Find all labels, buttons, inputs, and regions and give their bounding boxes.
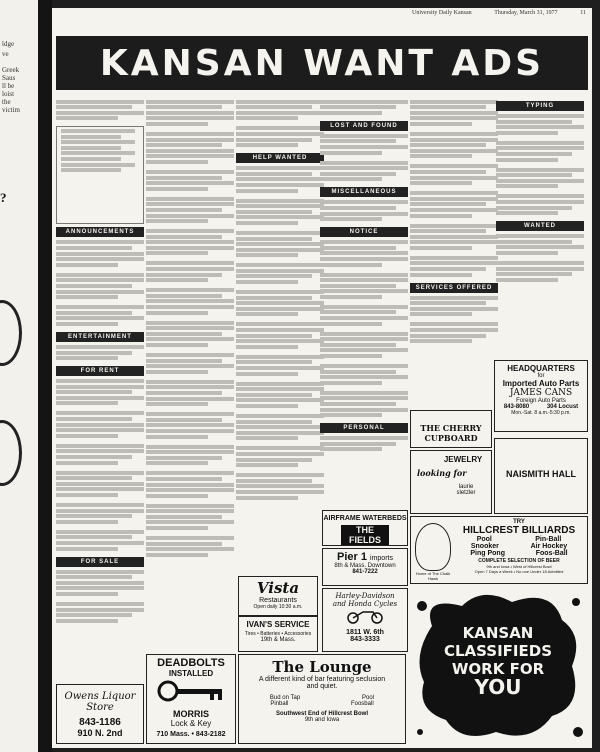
ad-address: 1811 W. 6th bbox=[346, 629, 384, 636]
ad-address: 8th & Mass. Downtown bbox=[334, 563, 396, 569]
ad-phone: 841-7222 bbox=[352, 569, 378, 575]
section-header-personal: PERSONAL bbox=[320, 423, 408, 433]
ad-title: Owens Liquor Store bbox=[64, 691, 136, 713]
ad-line: Imported Auto Parts bbox=[502, 379, 580, 388]
ad-address: 19th & Mass. bbox=[260, 637, 296, 643]
ad-phone: 843-3333 bbox=[350, 636, 380, 643]
section-header-wanted: WANTED bbox=[496, 221, 584, 231]
ad-hours: Open daily 10:30 a.m. bbox=[253, 604, 303, 610]
column-5 bbox=[410, 98, 498, 408]
deadbolts-ad bbox=[146, 654, 236, 744]
ad-title: AIRFRAME WATERBEDS bbox=[323, 515, 407, 522]
column-2 bbox=[146, 98, 234, 648]
ad-subtitle: imports bbox=[370, 555, 393, 562]
page-header bbox=[412, 10, 586, 20]
billiards-feature: Snooker bbox=[470, 543, 499, 550]
section-header-for-rent: FOR RENT bbox=[56, 366, 144, 376]
ad-title: DEADBOLTS bbox=[157, 657, 225, 669]
promo-line: YOU bbox=[474, 675, 522, 699]
column-6 bbox=[496, 98, 584, 360]
section-header-services-offered: SERVICES OFFERED bbox=[410, 283, 498, 293]
newspaper-name: University Daily Kansan bbox=[412, 10, 472, 16]
chalk-hawk-icon bbox=[415, 523, 451, 571]
ad-address: 910 N. 2nd bbox=[77, 728, 123, 738]
want-ads-banner: KANSAN WANT ADS bbox=[56, 36, 588, 90]
ad-subtitle: Tires • Batteries • Accessories bbox=[244, 631, 312, 637]
promo-line: CLASSIFIEDS bbox=[443, 642, 553, 660]
ad-address: Southwest End of Hillcrest Bowl bbox=[275, 711, 368, 717]
ad-subtitle: COMPLETE SELECTION OF BEER bbox=[478, 558, 560, 564]
billiards-feature: Foos-Ball bbox=[535, 550, 568, 557]
ad-hawk: Home of The Chalk Hawk bbox=[415, 571, 451, 581]
fragment-text: victim bbox=[2, 106, 20, 114]
lounge-feature: Pool bbox=[362, 695, 375, 701]
ad-name: laurie bbox=[458, 484, 474, 490]
promo-line: WORK FOR bbox=[451, 660, 545, 678]
section-header-announcements: ANNOUNCEMENTS bbox=[56, 227, 144, 237]
fragment-text: ll be bbox=[2, 82, 15, 90]
fragment-text: ldge bbox=[2, 40, 15, 48]
ad-phone: 843-1186 bbox=[79, 717, 121, 728]
section-header-entertainment: ENTERTAINMENT bbox=[56, 332, 144, 342]
fragment-graphic bbox=[0, 420, 22, 486]
column-1 bbox=[56, 98, 144, 744]
ad-hours: Mon.-Sat. 8 a.m.-5:30 p.m. bbox=[511, 410, 571, 416]
harley-davidson-ad bbox=[322, 588, 408, 652]
vista-ad bbox=[238, 576, 318, 616]
ad-line-2: Foreign Auto Parts bbox=[516, 398, 566, 404]
ad-title: THE CHERRY CUPBOARD bbox=[420, 423, 482, 443]
lounge-feature: Bud on Tap bbox=[269, 695, 301, 701]
ad-shop-name: JAMES CANS bbox=[509, 388, 573, 398]
pier1-imports-ad bbox=[322, 548, 408, 586]
imported-auto-parts-ad bbox=[494, 360, 588, 432]
issue-date: Thursday, March 31, 1977 bbox=[494, 10, 558, 16]
ad-business-name-2: Lock & Key bbox=[170, 719, 212, 728]
section-header-typing: TYPING bbox=[496, 101, 584, 111]
lounge-features-row bbox=[239, 701, 405, 707]
fragment-text: ve bbox=[2, 50, 9, 58]
ad-address: 304 Locust bbox=[546, 404, 579, 410]
owens-liquor-ad bbox=[56, 684, 144, 744]
the-lounge-ad bbox=[238, 654, 406, 744]
ad-subtitle: and Honda Cycles bbox=[332, 600, 398, 608]
section-header-lost-and-found: LOST AND FOUND bbox=[320, 121, 408, 131]
column-3 bbox=[236, 98, 324, 578]
ad-title: HILLCREST BILLIARDS bbox=[462, 525, 576, 536]
ad-address: 710 Mass. • 843-2182 bbox=[156, 731, 226, 738]
ad-subtitle: A different kind of bar featuring seclusion and quiet. bbox=[258, 676, 386, 690]
ad-title: HEADQUARTERS bbox=[507, 364, 575, 373]
binding-gutter bbox=[38, 0, 52, 752]
fragment-text: the bbox=[2, 98, 11, 106]
section-header-notice: NOTICE bbox=[320, 227, 408, 237]
ad-try: TRY bbox=[513, 519, 525, 525]
ad-title: Pier 1 bbox=[337, 551, 367, 563]
billiards-feature: Pool bbox=[476, 536, 492, 543]
ad-subtitle: for bbox=[537, 373, 545, 379]
ivans-service-ad bbox=[238, 616, 318, 652]
adjacent-page-strip bbox=[0, 0, 38, 752]
billiards-feature: Ping Pong bbox=[470, 550, 505, 557]
lounge-feature: Foosball bbox=[350, 701, 374, 707]
billiards-feature: Pin-Ball bbox=[535, 536, 562, 543]
billiards-feature: Air Hockey bbox=[530, 543, 568, 550]
ad-address-2: 9th and Iowa bbox=[304, 717, 340, 723]
lounge-feature: Pinball bbox=[270, 701, 289, 707]
newspaper-page bbox=[52, 8, 592, 748]
kansan-classifieds-promo bbox=[412, 624, 584, 699]
ad-subtitle: THE FIELDS bbox=[341, 525, 389, 545]
fragment-text: Saus bbox=[2, 74, 16, 82]
ad-subtitle: Restaurants bbox=[259, 597, 297, 604]
ad-name-2: sletzler bbox=[456, 490, 476, 496]
ad-title: NAISMITH HALL bbox=[506, 469, 576, 479]
motorcycle-icon bbox=[345, 608, 385, 624]
jewelry-ad bbox=[410, 450, 492, 514]
promo-line: KANSAN bbox=[462, 624, 534, 642]
section-header-help-wanted: HELP WANTED bbox=[236, 153, 324, 163]
ad-subtitle: INSTALLED bbox=[168, 669, 214, 678]
ad-subtitle: looking for bbox=[417, 468, 467, 478]
section-header-for-sale: FOR SALE bbox=[56, 557, 144, 567]
page-number: 11 bbox=[580, 10, 586, 16]
fragment-question: ? bbox=[0, 190, 7, 205]
key-icon bbox=[156, 678, 226, 704]
ad-business-name: MORRIS bbox=[173, 709, 209, 719]
column-4 bbox=[320, 98, 408, 506]
ad-title: Vista bbox=[256, 579, 300, 597]
ad-phone: 843-8080 bbox=[503, 404, 530, 410]
ad-title: The Lounge bbox=[272, 658, 372, 676]
airframe-waterbeds-ad bbox=[322, 510, 408, 546]
fragment-text: Greek bbox=[2, 66, 20, 74]
ad-title: JEWELRY bbox=[443, 455, 483, 464]
section-header-miscellaneous: MISCELLANEOUS bbox=[320, 187, 408, 197]
hillcrest-billiards-ad bbox=[410, 516, 588, 584]
fragment-text: loist bbox=[2, 90, 15, 98]
cherry-cupboard-ad bbox=[410, 410, 492, 448]
fragment-graphic bbox=[0, 300, 22, 366]
ad-hours: Open 7 Days a Week • No one Under 18 Admitted bbox=[474, 569, 564, 574]
ad-title: Harley-Davidson bbox=[335, 592, 395, 600]
ad-title: IVAN'S SERVICE bbox=[246, 620, 310, 629]
rates-box bbox=[56, 126, 144, 224]
naismith-hall-ad bbox=[494, 438, 588, 514]
ad-address: 9th and Iowa • West of Hillcrest Bowl bbox=[486, 564, 552, 569]
